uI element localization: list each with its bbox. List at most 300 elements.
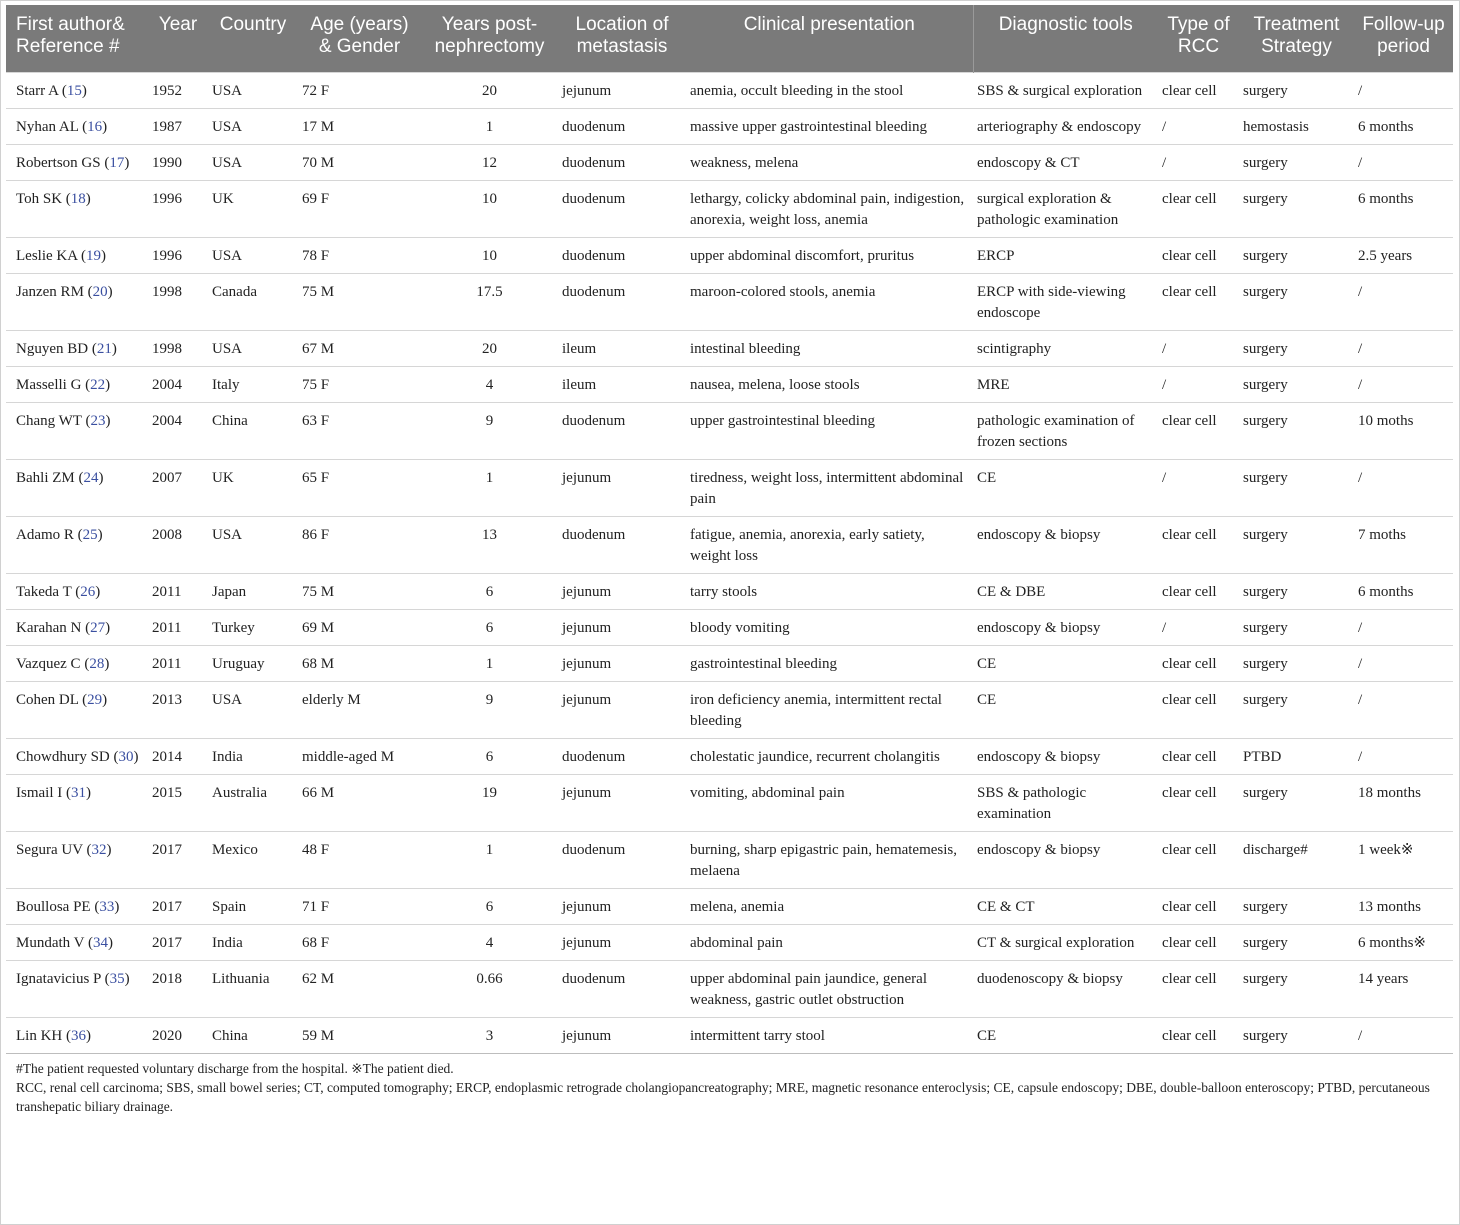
cell-year: 1990 (148, 144, 208, 180)
table-row (6, 888, 1453, 924)
cell-years: 17.5 (421, 273, 558, 330)
cell-country: USA (208, 516, 298, 573)
cell-location: jejunum (558, 72, 686, 108)
author-name: Toh SK (16, 190, 63, 207)
cell-country: Canada (208, 273, 298, 330)
reference-link[interactable]: 31 (71, 784, 86, 801)
cell-clinical: bloody vomiting (686, 609, 973, 645)
cell-years: 1 (421, 108, 558, 144)
cell-age: 71 F (298, 888, 421, 924)
cell-clinical: anemia, occult bleeding in the stool (686, 72, 973, 108)
cell-year: 2008 (148, 516, 208, 573)
cell-year: 2017 (148, 888, 208, 924)
cell-country: Australia (208, 774, 298, 831)
cell-year: 2011 (148, 573, 208, 609)
cell-clinical: lethargy, colicky abdominal pain, indigestion, anorexia, weight loss, anemia (686, 180, 973, 237)
cell-type: clear cell (1158, 273, 1239, 330)
cell-year: 2004 (148, 366, 208, 402)
table-row (6, 960, 1453, 1017)
cell-location: jejunum (558, 573, 686, 609)
cell-followup: 6 months (1354, 108, 1453, 144)
cell-age: 48 F (298, 831, 421, 888)
cell-year: 2018 (148, 960, 208, 1017)
cell-country: UK (208, 180, 298, 237)
reference-link[interactable]: 29 (87, 691, 103, 708)
author-name: Karahan N (16, 619, 82, 636)
cell-followup: / (1354, 144, 1453, 180)
cell-years: 20 (421, 330, 558, 366)
cell-clinical: fatigue, anemia, anorexia, early satiety, weight loss (686, 516, 973, 573)
cell-age: 69 F (298, 180, 421, 237)
cell-type: clear cell (1158, 738, 1239, 774)
cell-type: / (1158, 330, 1239, 366)
cell-followup: 6 months※ (1354, 924, 1453, 960)
cell-followup: / (1354, 681, 1453, 738)
cell-author: Janzen RM (20) (6, 273, 148, 330)
cell-year: 2007 (148, 459, 208, 516)
cell-clinical: abdominal pain (686, 924, 973, 960)
cell-treatment: surgery (1239, 180, 1354, 237)
author-name: Nguyen BD (16, 340, 89, 357)
cell-age: 69 M (298, 609, 421, 645)
table-row (6, 366, 1453, 402)
cell-followup: 6 months (1354, 573, 1453, 609)
table-row (6, 459, 1453, 516)
col-header-location: Location of metastasis (558, 5, 686, 72)
reference-link[interactable]: 17 (109, 154, 125, 171)
cell-treatment: surgery (1239, 681, 1354, 738)
cell-clinical: nausea, melena, loose stools (686, 366, 973, 402)
cell-author: Nguyen BD (21) (6, 330, 148, 366)
reference-link[interactable]: 35 (109, 970, 125, 987)
cell-clinical: tarry stools (686, 573, 973, 609)
cell-author: Boullosa PE (33) (6, 888, 148, 924)
cell-age: 86 F (298, 516, 421, 573)
cell-followup: 18 months (1354, 774, 1453, 831)
cell-country: India (208, 738, 298, 774)
cell-clinical: tiredness, weight loss, intermittent abdominal pain (686, 459, 973, 516)
cell-year: 2011 (148, 645, 208, 681)
cell-followup: / (1354, 273, 1453, 330)
cell-diagnostic: endoscopy & biopsy (973, 831, 1158, 888)
cell-country: USA (208, 237, 298, 273)
cell-years: 9 (421, 681, 558, 738)
cell-location: jejunum (558, 459, 686, 516)
cell-country: UK (208, 459, 298, 516)
cell-age: 62 M (298, 960, 421, 1017)
cell-treatment: surgery (1239, 774, 1354, 831)
cell-country: USA (208, 681, 298, 738)
cell-clinical: upper gastrointestinal bleeding (686, 402, 973, 459)
cell-location: duodenum (558, 738, 686, 774)
author-name: Cohen DL (16, 691, 79, 708)
cell-location: duodenum (558, 180, 686, 237)
table-row (6, 645, 1453, 681)
cell-country: Uruguay (208, 645, 298, 681)
table-row (6, 924, 1453, 960)
cell-diagnostic: CE (973, 645, 1158, 681)
cell-type: / (1158, 108, 1239, 144)
cell-age: 68 F (298, 924, 421, 960)
author-name: Nyhan AL (16, 118, 79, 135)
reference-link[interactable]: 33 (99, 898, 115, 915)
cell-treatment: discharge# (1239, 831, 1354, 888)
cell-year: 1998 (148, 330, 208, 366)
table-row (6, 831, 1453, 888)
cell-type: clear cell (1158, 774, 1239, 831)
cell-location: jejunum (558, 1017, 686, 1053)
cell-diagnostic: endoscopy & CT (973, 144, 1158, 180)
table-row (6, 180, 1453, 237)
cell-followup: / (1354, 459, 1453, 516)
author-name: Lin KH (16, 1027, 63, 1044)
author-name: Chang WT (16, 412, 82, 429)
col-header-type: Type of RCC (1158, 5, 1239, 72)
cell-years: 4 (421, 366, 558, 402)
cell-age: 70 M (298, 144, 421, 180)
cell-treatment: surgery (1239, 960, 1354, 1017)
cell-years: 13 (421, 516, 558, 573)
col-header-diagnostic: Diagnostic tools (973, 5, 1158, 72)
reference-link[interactable]: 18 (70, 190, 86, 207)
cell-clinical: massive upper gastrointestinal bleeding (686, 108, 973, 144)
cell-author: Robertson GS (17) (6, 144, 148, 180)
cell-country: USA (208, 108, 298, 144)
cell-country: Spain (208, 888, 298, 924)
cell-age: middle-aged M (298, 738, 421, 774)
cell-author: Masselli G (22) (6, 366, 148, 402)
cell-years: 9 (421, 402, 558, 459)
cell-treatment: PTBD (1239, 738, 1354, 774)
cell-author: Vazquez C (28) (6, 645, 148, 681)
cell-diagnostic: duodenoscopy & biopsy (973, 960, 1158, 1017)
col-header-years-post: Years post-nephrectomy (421, 5, 558, 72)
cell-type: / (1158, 459, 1239, 516)
cell-location: jejunum (558, 888, 686, 924)
col-header-year: Year (148, 5, 208, 72)
author-name: Bahli ZM (16, 469, 75, 486)
cell-country: Lithuania (208, 960, 298, 1017)
col-header-treatment: Treatment Strategy (1239, 5, 1354, 72)
cell-clinical: maroon-colored stools, anemia (686, 273, 973, 330)
reference-link[interactable]: 22 (90, 376, 106, 393)
cell-author: Ignatavicius P (35) (6, 960, 148, 1017)
cell-age: 75 M (298, 273, 421, 330)
cell-country: China (208, 402, 298, 459)
cell-author: Cohen DL (29) (6, 681, 148, 738)
reference-link[interactable]: 28 (89, 655, 105, 672)
cell-type: clear cell (1158, 831, 1239, 888)
cell-years: 0.66 (421, 960, 558, 1017)
cell-followup: / (1354, 645, 1453, 681)
case-table (6, 5, 1453, 1053)
cell-age: 67 M (298, 330, 421, 366)
cell-type: clear cell (1158, 960, 1239, 1017)
cell-clinical: intermittent tarry stool (686, 1017, 973, 1053)
cell-years: 1 (421, 645, 558, 681)
cell-age: 66 M (298, 774, 421, 831)
cell-location: duodenum (558, 516, 686, 573)
cell-type: clear cell (1158, 1017, 1239, 1053)
cell-author: Nyhan AL (16) (6, 108, 148, 144)
table-footnotes (6, 1053, 1453, 1116)
cell-followup: 13 months (1354, 888, 1453, 924)
table-row (6, 330, 1453, 366)
col-header-author: First author& Reference # (6, 5, 148, 72)
cell-location: jejunum (558, 645, 686, 681)
cell-diagnostic: endoscopy & biopsy (973, 609, 1158, 645)
author-name: Starr A (16, 82, 59, 99)
cell-location: jejunum (558, 609, 686, 645)
cell-location: duodenum (558, 831, 686, 888)
cell-author: Mundath V (34) (6, 924, 148, 960)
cell-diagnostic: ERCP (973, 237, 1158, 273)
cell-country: Turkey (208, 609, 298, 645)
cell-clinical: iron deficiency anemia, intermittent rectal bleeding (686, 681, 973, 738)
cell-years: 20 (421, 72, 558, 108)
reference-link[interactable]: 19 (86, 247, 101, 264)
author-name: Adamo R (16, 526, 74, 543)
cell-treatment: surgery (1239, 924, 1354, 960)
cell-location: ileum (558, 366, 686, 402)
cell-diagnostic: CE (973, 1017, 1158, 1053)
cell-treatment: surgery (1239, 573, 1354, 609)
cell-diagnostic: SBS & pathologic examination (973, 774, 1158, 831)
footnote-symbols: #The patient requested voluntary discharge from the hospital. ※The patient died. (16, 1060, 454, 1076)
author-name: Masselli G (16, 376, 82, 393)
cell-treatment: surgery (1239, 273, 1354, 330)
cell-years: 10 (421, 237, 558, 273)
cell-location: ileum (558, 330, 686, 366)
cell-treatment: surgery (1239, 645, 1354, 681)
cell-followup: 6 months (1354, 180, 1453, 237)
cell-age: 68 M (298, 645, 421, 681)
col-header-clinical: Clinical presentation (686, 5, 973, 72)
cell-years: 1 (421, 831, 558, 888)
cell-country: China (208, 1017, 298, 1053)
cell-author: Leslie KA (19) (6, 237, 148, 273)
cell-country: Italy (208, 366, 298, 402)
reference-link[interactable]: 34 (92, 934, 108, 951)
reference-link[interactable]: 21 (96, 340, 112, 357)
cell-treatment: surgery (1239, 1017, 1354, 1053)
cell-followup: 7 moths (1354, 516, 1453, 573)
table-row (6, 237, 1453, 273)
cell-author: Starr A (15) (6, 72, 148, 108)
cell-year: 2020 (148, 1017, 208, 1053)
cell-diagnostic: pathologic examination of frozen sections (973, 402, 1158, 459)
cell-years: 12 (421, 144, 558, 180)
cell-year: 2013 (148, 681, 208, 738)
cell-year: 2004 (148, 402, 208, 459)
author-name: Segura UV (16, 841, 83, 858)
cell-location: duodenum (558, 402, 686, 459)
cell-clinical: vomiting, abdominal pain (686, 774, 973, 831)
author-name: Robertson GS (16, 154, 101, 171)
author-name: Takeda T (16, 583, 72, 600)
reference-link[interactable]: 30 (118, 748, 134, 765)
cell-treatment: surgery (1239, 366, 1354, 402)
cell-years: 10 (421, 180, 558, 237)
cell-age: 75 M (298, 573, 421, 609)
cell-clinical: upper abdominal pain jaundice, general weakness, gastric outlet obstruction (686, 960, 973, 1017)
cell-location: duodenum (558, 108, 686, 144)
cell-years: 6 (421, 888, 558, 924)
cell-author: Segura UV (32) (6, 831, 148, 888)
cell-age: 17 M (298, 108, 421, 144)
cell-clinical: upper abdominal discomfort, pruritus (686, 237, 973, 273)
cell-diagnostic: scintigraphy (973, 330, 1158, 366)
cell-author: Ismail I (31) (6, 774, 148, 831)
cell-clinical: gastrointestinal bleeding (686, 645, 973, 681)
table-row (6, 1017, 1453, 1053)
reference-link[interactable]: 26 (80, 583, 96, 600)
reference-link[interactable]: 16 (87, 118, 103, 135)
cell-diagnostic: ERCP with side-viewing endoscope (973, 273, 1158, 330)
cell-type: / (1158, 366, 1239, 402)
cell-treatment: surgery (1239, 237, 1354, 273)
reference-link[interactable]: 15 (66, 82, 82, 99)
cell-followup: / (1354, 366, 1453, 402)
cell-followup: / (1354, 72, 1453, 108)
cell-years: 6 (421, 738, 558, 774)
author-name: Chowdhury SD (16, 748, 110, 765)
cell-author: Takeda T (26) (6, 573, 148, 609)
cell-location: duodenum (558, 144, 686, 180)
cell-diagnostic: CE (973, 459, 1158, 516)
reference-link[interactable]: 23 (90, 412, 106, 429)
table-row (6, 273, 1453, 330)
cell-author: Chowdhury SD (30) (6, 738, 148, 774)
cell-type: clear cell (1158, 573, 1239, 609)
cell-followup: / (1354, 609, 1453, 645)
cell-type: clear cell (1158, 924, 1239, 960)
cell-country: India (208, 924, 298, 960)
cell-year: 2017 (148, 831, 208, 888)
table-row (6, 681, 1453, 738)
cell-type: clear cell (1158, 237, 1239, 273)
cell-type: clear cell (1158, 888, 1239, 924)
reference-link[interactable]: 32 (91, 841, 107, 858)
table-row (6, 573, 1453, 609)
author-name: Janzen RM (16, 283, 84, 300)
cell-age: 59 M (298, 1017, 421, 1053)
cell-diagnostic: surgical exploration & pathologic examination (973, 180, 1158, 237)
table-row (6, 108, 1453, 144)
cell-followup: / (1354, 1017, 1453, 1053)
cell-location: duodenum (558, 960, 686, 1017)
cell-country: Japan (208, 573, 298, 609)
cell-age: 78 F (298, 237, 421, 273)
cell-treatment: surgery (1239, 330, 1354, 366)
table-row (6, 72, 1453, 108)
cell-type: clear cell (1158, 72, 1239, 108)
cell-treatment: surgery (1239, 72, 1354, 108)
cell-clinical: weakness, melena (686, 144, 973, 180)
reference-link[interactable]: 36 (71, 1027, 86, 1044)
cell-diagnostic: CE (973, 681, 1158, 738)
cell-year: 1987 (148, 108, 208, 144)
cell-diagnostic: CE & DBE (973, 573, 1158, 609)
cell-diagnostic: MRE (973, 366, 1158, 402)
cell-type: / (1158, 144, 1239, 180)
cell-treatment: surgery (1239, 402, 1354, 459)
cell-years: 1 (421, 459, 558, 516)
cell-treatment: surgery (1239, 888, 1354, 924)
col-header-followup: Follow-up period (1354, 5, 1453, 72)
cell-followup: 1 week※ (1354, 831, 1453, 888)
author-name: Leslie KA (16, 247, 78, 264)
cell-treatment: surgery (1239, 459, 1354, 516)
table-row (6, 609, 1453, 645)
cell-location: jejunum (558, 774, 686, 831)
cell-year: 2011 (148, 609, 208, 645)
table-container (6, 5, 1453, 1116)
cell-followup: / (1354, 738, 1453, 774)
cell-author: Bahli ZM (24) (6, 459, 148, 516)
cell-author: Chang WT (23) (6, 402, 148, 459)
cell-year: 1952 (148, 72, 208, 108)
cell-years: 3 (421, 1017, 558, 1053)
table-body (6, 72, 1453, 1053)
cell-age: elderly M (298, 681, 421, 738)
cell-year: 1996 (148, 237, 208, 273)
cell-year: 2017 (148, 924, 208, 960)
cell-years: 4 (421, 924, 558, 960)
cell-location: jejunum (558, 681, 686, 738)
cell-years: 19 (421, 774, 558, 831)
cell-type: clear cell (1158, 516, 1239, 573)
table-row (6, 144, 1453, 180)
reference-link[interactable]: 20 (92, 283, 108, 300)
cell-country: USA (208, 72, 298, 108)
cell-year: 1998 (148, 273, 208, 330)
footnote-abbreviations: RCC, renal cell carcinoma; SBS, small bowel series; CT, computed tomography; ERCP, endoplasmic retrograde cholangiopancreatography; MRE, magnetic resonance enteroclysis; CE, capsule endoscopy; DBE, double-balloon enteroscopy; PTBD, percutaneous transhepatic biliary drainage. (16, 1079, 1430, 1114)
cell-treatment: hemostasis (1239, 108, 1354, 144)
cell-country: USA (208, 144, 298, 180)
cell-clinical: melena, anemia (686, 888, 973, 924)
cell-type: clear cell (1158, 402, 1239, 459)
cell-followup: / (1354, 330, 1453, 366)
cell-year: 2015 (148, 774, 208, 831)
cell-type: clear cell (1158, 645, 1239, 681)
cell-location: duodenum (558, 273, 686, 330)
cell-country: Mexico (208, 831, 298, 888)
cell-clinical: intestinal bleeding (686, 330, 973, 366)
author-name: Mundath V (16, 934, 85, 951)
cell-type: clear cell (1158, 180, 1239, 237)
table-row (6, 516, 1453, 573)
cell-location: jejunum (558, 924, 686, 960)
reference-link[interactable]: 27 (90, 619, 106, 636)
cell-diagnostic: endoscopy & biopsy (973, 516, 1158, 573)
cell-treatment: surgery (1239, 516, 1354, 573)
cell-clinical: cholestatic jaundice, recurrent cholangitis (686, 738, 973, 774)
reference-link[interactable]: 25 (82, 526, 98, 543)
header-row (6, 5, 1453, 72)
table-row (6, 738, 1453, 774)
cell-age: 65 F (298, 459, 421, 516)
table-row (6, 402, 1453, 459)
author-name: Boullosa PE (16, 898, 91, 915)
cell-clinical: burning, sharp epigastric pain, hematemesis, melaena (686, 831, 973, 888)
cell-diagnostic: arteriography & endoscopy (973, 108, 1158, 144)
reference-link[interactable]: 24 (83, 469, 99, 486)
cell-diagnostic: SBS & surgical exploration (973, 72, 1158, 108)
cell-year: 1996 (148, 180, 208, 237)
cell-author: Lin KH (36) (6, 1017, 148, 1053)
cell-diagnostic: endoscopy & biopsy (973, 738, 1158, 774)
